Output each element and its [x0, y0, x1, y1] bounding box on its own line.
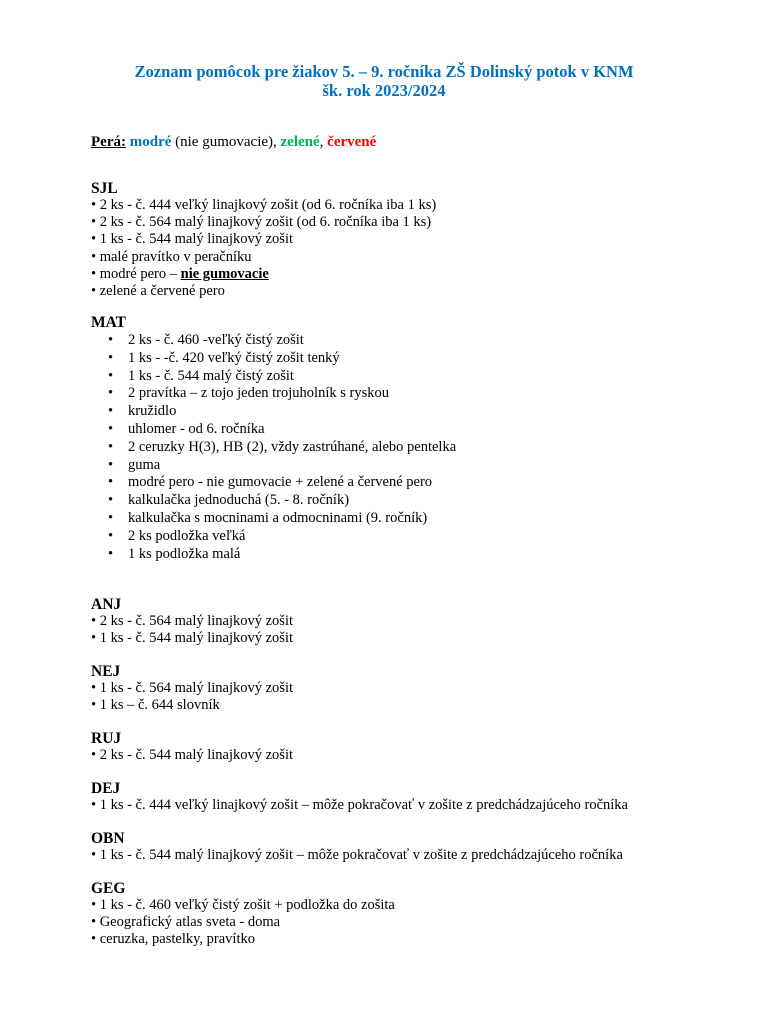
bullet-icon: • — [108, 474, 114, 491]
list-item: • zelené a červené pero — [91, 283, 225, 300]
list-item: • 1 ks - č. 544 malý linajkový zošit – môže pokračovať v zošite z predchádzajúceho ročníka — [91, 847, 623, 863]
bullet-icon: • — [108, 456, 114, 473]
section-heading: ANJ — [91, 596, 122, 613]
list-item: • ceruzka, pastelky, pravítko — [91, 931, 255, 948]
list-item — [91, 403, 456, 421]
list-item — [91, 510, 456, 528]
title-line-2: šk. rok 2023/2024 — [322, 81, 446, 100]
list-item — [91, 368, 456, 386]
list-item-text: 1 ks - č. 544 malý čistý zošit — [128, 367, 294, 384]
list-item: • 2 ks - č. 444 veľký linajkový zošit (od 6. ročníka iba 1 ks) — [91, 197, 437, 213]
section-ruj — [91, 730, 293, 764]
list-item: • 1 ks – č. 644 slovník — [91, 697, 220, 714]
pens-blue-note: (nie gumovacie), — [171, 134, 281, 150]
emphasis-text: nie gumovacie — [180, 265, 269, 282]
section-nej — [91, 663, 293, 714]
list-item: • 1 ks - č. 544 malý linajkový zošit — [91, 630, 294, 647]
pens-label: Perá: — [91, 134, 126, 150]
section-anj — [91, 596, 293, 647]
pens-sep: , — [319, 134, 328, 150]
list-item — [91, 385, 456, 403]
section-heading: DEJ — [91, 780, 121, 797]
list-item — [91, 421, 456, 439]
list-item: • 2 ks - č. 564 malý linajkový zošit (od 6. ročníka iba 1 ks) — [91, 214, 432, 231]
pens-green: zelené — [280, 134, 320, 150]
list-item — [91, 546, 456, 564]
list-item-text: guma — [128, 456, 161, 473]
bullet-icon: • — [108, 367, 114, 384]
list-item — [91, 528, 456, 546]
bullet-icon: • — [108, 509, 114, 526]
list-item: • 1 ks - č. 564 malý linajkový zošit — [91, 680, 294, 696]
section-heading: GEG — [91, 880, 126, 897]
list-item-text: 1 ks - -č. 420 veľký čistý zošit tenký — [128, 349, 340, 366]
list-item-text: 2 ceruzky H(3), HB (2), vždy zastrúhané, alebo pentelka — [128, 438, 457, 455]
bullet-icon: • — [108, 438, 114, 455]
list-item-text: kružidlo — [128, 403, 177, 420]
list-item — [91, 350, 456, 368]
list-item — [91, 474, 456, 492]
list-item-text: 2 ks - č. 460 -veľký čistý zošit — [128, 332, 304, 348]
document-title — [0, 62, 768, 100]
section-mat — [91, 314, 456, 563]
pens-line — [91, 134, 376, 151]
section-heading: RUJ — [91, 730, 122, 747]
section-sjl — [91, 180, 436, 300]
pens-blue: modré — [129, 134, 172, 150]
list-item-text: modré pero - nie gumovacie + zelené a červené pero — [128, 474, 433, 491]
list-item — [91, 332, 456, 350]
list-item-text: kalkulačka s mocninami a odmocninami (9. ročník) — [128, 509, 428, 526]
list-item: • 1 ks - č. 460 veľký čistý zošit + podložka do zošita — [91, 897, 395, 913]
section-heading: OBN — [91, 830, 125, 847]
list-item — [91, 457, 456, 475]
bullet-icon: • — [108, 332, 114, 348]
list-item — [91, 266, 436, 283]
list-item: • 2 ks - č. 564 malý linajkový zošit — [91, 613, 294, 629]
list-item-text: 1 ks podložka malá — [128, 545, 241, 562]
list-item: • 1 ks - č. 544 malý linajkový zošit — [91, 231, 294, 248]
bullet-icon: • — [108, 492, 114, 509]
list-item: • 1 ks - č. 444 veľký linajkový zošit – môže pokračovať v zošite z predchádzajúceho ročníka — [91, 797, 628, 813]
list-item-text: 2 pravítka – z tojo jeden trojuholník s ryskou — [128, 385, 389, 402]
list-item-text: 2 ks podložka veľká — [128, 527, 246, 544]
bullet-icon: • — [108, 349, 114, 366]
list-item-text: kalkulačka jednoduchá (5. - 8. ročník) — [128, 492, 350, 509]
list-item — [91, 492, 456, 510]
section-heading: NEJ — [91, 663, 121, 680]
list-item — [91, 439, 456, 457]
list-item: • Geografický atlas sveta - doma — [91, 914, 281, 931]
section-heading: MAT — [91, 314, 127, 331]
bullet-icon: • — [108, 385, 114, 402]
bullet-icon: • — [108, 545, 114, 562]
section-obn — [91, 830, 623, 864]
bullet-icon: • — [108, 403, 114, 420]
list-item: • 2 ks - č. 544 malý linajkový zošit — [91, 747, 294, 763]
list-item-text: • modré pero – — [91, 265, 181, 282]
section-heading: SJL — [91, 180, 118, 197]
bullet-icon: • — [108, 527, 114, 544]
list-item-text: uhlomer - od 6. ročníka — [128, 420, 265, 437]
bullet-icon: • — [108, 420, 114, 437]
section-geg — [91, 880, 395, 949]
pens-red: červené — [327, 134, 377, 150]
section-dej — [91, 780, 628, 814]
title-line-1: Zoznam pomôcok pre žiakov 5. – 9. ročníka ZŠ Dolinský potok v KNM — [134, 62, 634, 81]
list-item: • malé pravítko v peračníku — [91, 248, 252, 265]
